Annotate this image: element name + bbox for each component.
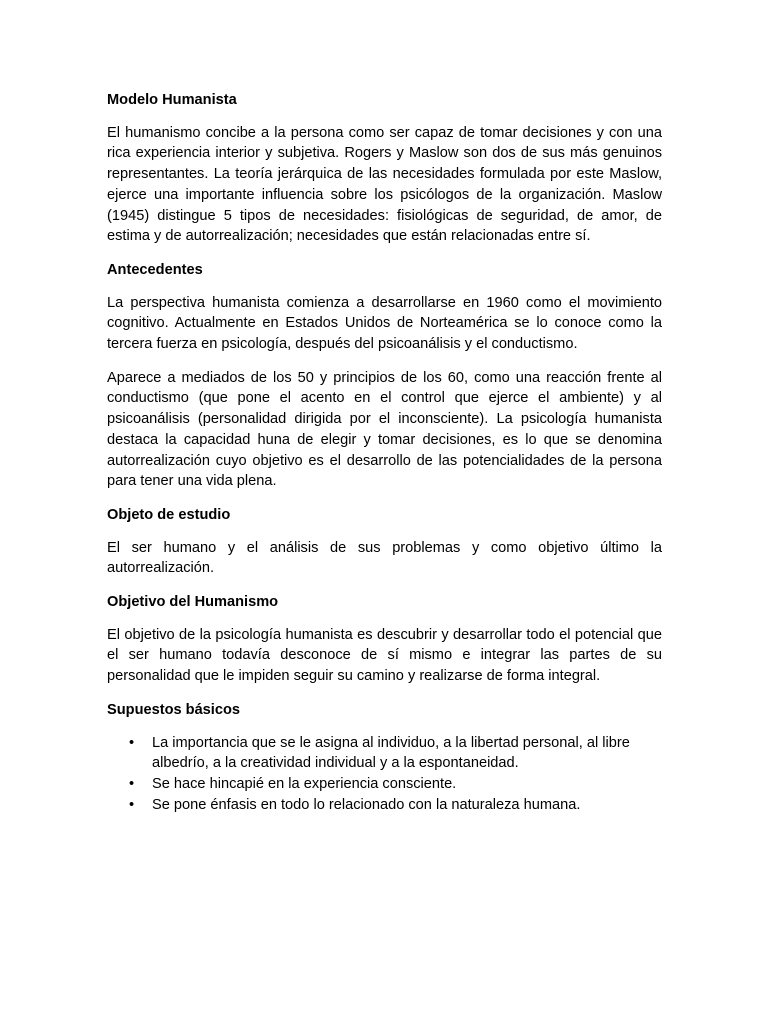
section-heading-objeto-de-estudio: Objeto de estudio xyxy=(107,506,231,523)
bullet-text: La importancia que se le asigna al individuo, a la libertad personal, al libre albedrío, a la creatividad individual y a la espontaneidad. xyxy=(152,734,630,772)
bullet-item xyxy=(107,795,662,816)
paragraph-antecedentes-1: La perspectiva humanista comienza a desarrollarse en 1960 como el movimiento cognitivo. Actualmente en Estados Unidos de Norteamérica se lo conoce como la tercera fuerza en psicología, después del psicoanálisis y el conductismo. xyxy=(107,294,662,353)
bullet-text: Se hace hincapié en la experiencia consciente. xyxy=(152,775,457,792)
section-heading-modelo-humanista: Modelo Humanista xyxy=(107,92,237,108)
bullet-icon: • xyxy=(129,775,135,792)
bullet-icon: • xyxy=(129,796,135,813)
bullet-item xyxy=(107,733,662,774)
section-heading-supuestos-basicos: Supuestos básicos xyxy=(107,701,241,718)
bullet-icon: • xyxy=(129,734,135,751)
bullet-text: Se pone énfasis en todo lo relacionado con la naturaleza humana. xyxy=(152,796,581,813)
bullet-item xyxy=(107,774,662,795)
paragraph-modelo-humanista: El humanismo concibe a la persona como ser capaz de tomar decisiones y con una rica experiencia interior y subjetiva. Rogers y Maslow son dos de sus más genuinos representantes. La teoría jerárquica de las necesidades formulada por este Maslow, ejerce una importante influencia sobre los psicólogos de la organización. Maslow (1945) distingue 5 tipos de necesidades: fisiológicas de seguridad, de amor, de estima y de autorrealización; necesidades que están relacionadas entre sí. xyxy=(107,124,662,245)
section-heading-objetivo-del-humanismo: Objetivo del Humanismo xyxy=(107,594,279,611)
paragraph-antecedentes-2: Aparece a mediados de los 50 y principios de los 60, como una reacción frente al conductismo (que pone el acento en el control que ejerce el ambiente) y al psicoanálisis (personalidad dirigida por el inconsciente). La psicología humanista destaca la capacidad huna de elegir y tomar decisiones, es lo que se denomina autorrealización cuyo objetivo es el desarrollo de las potencialidades de la persona para tener una vida plena. xyxy=(107,369,662,490)
paragraph-objeto-de-estudio: El ser humano y el análisis de sus problemas y como objetivo último la autorrealización. xyxy=(107,539,662,577)
paragraph-objetivo-del-humanismo: El objetivo de la psicología humanista es descubrir y desarrollar todo el potencial que el ser humano todavía desconoce de sí mismo e integrar las partes de su personalidad que le impiden seguir su camino y realizarse de forma integral. xyxy=(107,626,662,685)
document-page xyxy=(107,90,662,815)
section-heading-antecedentes: Antecedentes xyxy=(107,261,203,278)
bullet-list-supuestos-basicos xyxy=(107,733,662,816)
